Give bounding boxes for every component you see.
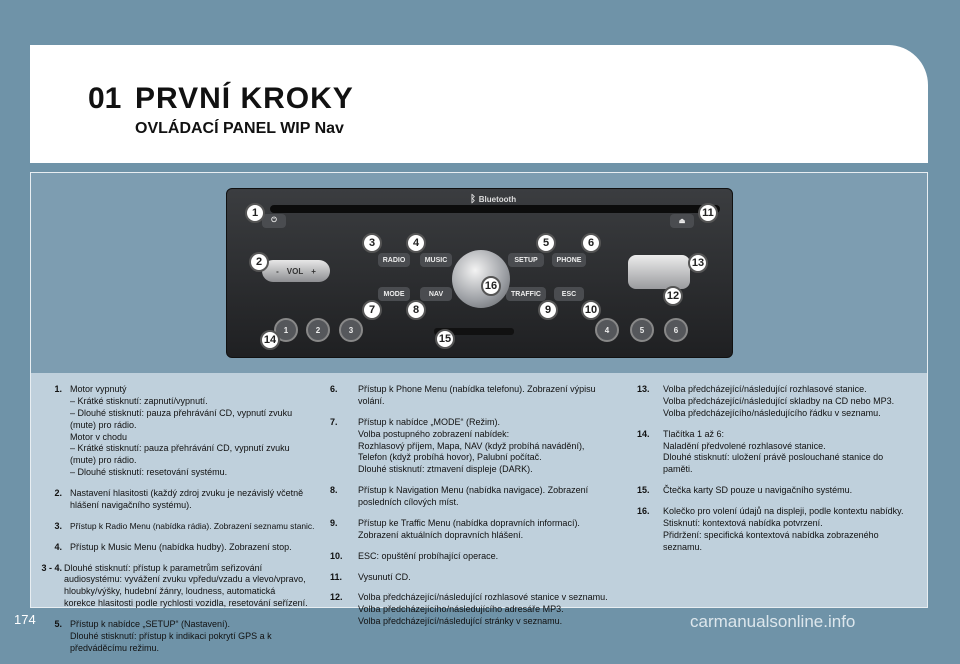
traffic-button[interactable]: TRAFFIC [506, 287, 546, 301]
vol-plus: + [311, 266, 316, 276]
preset-1[interactable]: 1 [274, 318, 298, 342]
power-button[interactable] [262, 214, 286, 228]
bluetooth-label: ᛒ Bluetooth [470, 194, 517, 205]
vol-minus: - [276, 266, 279, 276]
legend-item: 13. Volba předcházející/následující rozhlasové stanice. Volba předcházející/následující skladby na CD nebo MP3. Volba předcházejícího/následujícího řádku v seznamu. [637, 384, 895, 418]
mode-button[interactable]: MODE [378, 287, 410, 301]
navigation-pad[interactable] [628, 255, 690, 289]
legend-item: 14. Tlačítka 1 až 6: Naladění předvolené rozhlasové stanice. Dlouhé stisknutí: uložení právě poslouchané stanice do paměti. [637, 428, 884, 475]
marker-4: 4 [406, 233, 426, 253]
page-subtitle: OVLÁDACÍ PANEL WIP Nav [135, 120, 344, 137]
marker-16: 16 [481, 276, 501, 296]
preset-6[interactable]: 6 [664, 318, 688, 342]
legend-item: 12. Volba předcházející/následující rozhlasové stanice v seznamu. Volba předcházejícího/následujícího adresáře MP3. Volba předcházející/následující stránky v seznamu. [330, 592, 608, 627]
legend-item: 16. Kolečko pro volení údajů na displeji, podle kontextu nabídky. Stisknutí: kontextová nabídka potvrzení. Přidržení: specifická kontextová nabídka zobrazeného seznamu. [637, 506, 904, 552]
legend-item: 15. Čtečka karty SD pouze u navigačního systému. [637, 485, 853, 496]
eject-button[interactable] [670, 214, 694, 228]
marker-9: 9 [538, 300, 558, 320]
legend-item: 3 - 4. Dlouhé stisknutí: přístup k parametrům seřizování audiosystému: vyvážení zvuku vpředu/vzadu a vlevo/vpravo, hloubky/výšky, hudební žánry, loudness, automatická korekce hlasitosti podle rychlosti vozidla, resetování seřízení. [41, 562, 308, 609]
setup-button[interactable]: SETUP [508, 253, 544, 267]
preset-3[interactable]: 3 [339, 318, 363, 342]
selection-knob[interactable] [452, 250, 510, 308]
legend-item: 11. Vysunutí CD. [330, 571, 411, 582]
page-number: 174 [14, 612, 36, 627]
esc-button[interactable]: ESC [554, 287, 584, 301]
legend-item: 2. Nastavení hlasitosti (každý zdroj zvuku je nezávislý včetně hlášení navigačního systému). [54, 488, 304, 510]
legend-item: 3. Přístup k Radio Menu (nabídka rádia). Zobrazení seznamu stanic. [54, 520, 315, 531]
marker-12: 12 [663, 286, 683, 306]
legend-item: 8. Přístup k Navigation Menu (nabídka navigace). Zobrazení posledních cílových míst. [330, 485, 589, 507]
marker-10: 10 [581, 300, 601, 320]
radio-button[interactable]: RADIO [378, 253, 410, 267]
legend-item: 5. Přístup k nabídce „SETUP“ (Nastavení). Dlouhé stisknutí: přístup k indikaci pokrytí GPS a k předváděcímu režimu. [54, 619, 272, 653]
marker-8: 8 [406, 300, 426, 320]
marker-2: 2 [249, 252, 269, 272]
legend-item: 10. ESC: opuštění probíhající operace. [330, 550, 499, 561]
preset-2[interactable]: 2 [306, 318, 330, 342]
legend-column-3 [637, 384, 922, 563]
vol-label: VOL [286, 266, 304, 276]
preset-4[interactable]: 4 [595, 318, 619, 342]
legend-column-1 [36, 384, 326, 664]
cd-slot [270, 205, 720, 213]
power-icon: ⏻ [271, 217, 277, 224]
legend-item: 1. Motor vypnutý – Krátké stisknutí: zapnutí/vypnutí. – Dlouhé stisknutí: pauza přehrávání CD, vypnutí zvuku (mute) pro rádio. Motor v chodu – Krátké stisknutí: pauza přehrávání CD, vypnutí zvuku (mute) pro rádio. – Dlouhé stisknutí: resetování systému. [54, 384, 293, 478]
chapter-number: 01 [88, 82, 122, 115]
marker-14: 14 [260, 330, 280, 350]
legend-item: 9. Přístup ke Traffic Menu (nabídka dopravních informací). Zobrazení aktuálních dopravních hlášení. [330, 517, 580, 540]
legend-item: 7. Přístup k nabídce „MODE“ (Režim). Volba postupného zobrazení nabídek: Rozhlasový příjem, Mapa, NAV (když probíhá navádění), Telefon (když probíhá hovor), Palubní počítač. Dlouhé stisknutí: ztmavení displeje (DARK). [330, 416, 585, 475]
marker-11: 11 [698, 203, 718, 223]
phone-button[interactable]: PHONE [552, 253, 586, 267]
marker-15: 15 [435, 329, 455, 349]
music-button[interactable]: MUSIC [420, 253, 452, 267]
marker-3: 3 [362, 233, 382, 253]
marker-1: 1 [245, 203, 265, 223]
legend-column-2 [330, 384, 625, 637]
eject-icon: ⏏ [678, 218, 686, 225]
marker-7: 7 [362, 300, 382, 320]
marker-13: 13 [688, 253, 708, 273]
page-title: PRVNÍ KROKY [135, 82, 354, 115]
marker-5: 5 [536, 233, 556, 253]
legend-item: 4. Přístup k Music Menu (nabídka hudby). Zobrazení stop. [54, 541, 292, 552]
nav-button[interactable]: NAV [420, 287, 452, 301]
marker-6: 6 [581, 233, 601, 253]
watermark: carmanualsonline.info [690, 612, 856, 631]
legend-item: 6. Přístup k Phone Menu (nabídka telefonu). Zobrazení výpisu volání. [330, 384, 596, 406]
preset-5[interactable]: 5 [630, 318, 654, 342]
bluetooth-icon: ᛒ [470, 194, 479, 205]
volume-control[interactable] [262, 260, 330, 282]
